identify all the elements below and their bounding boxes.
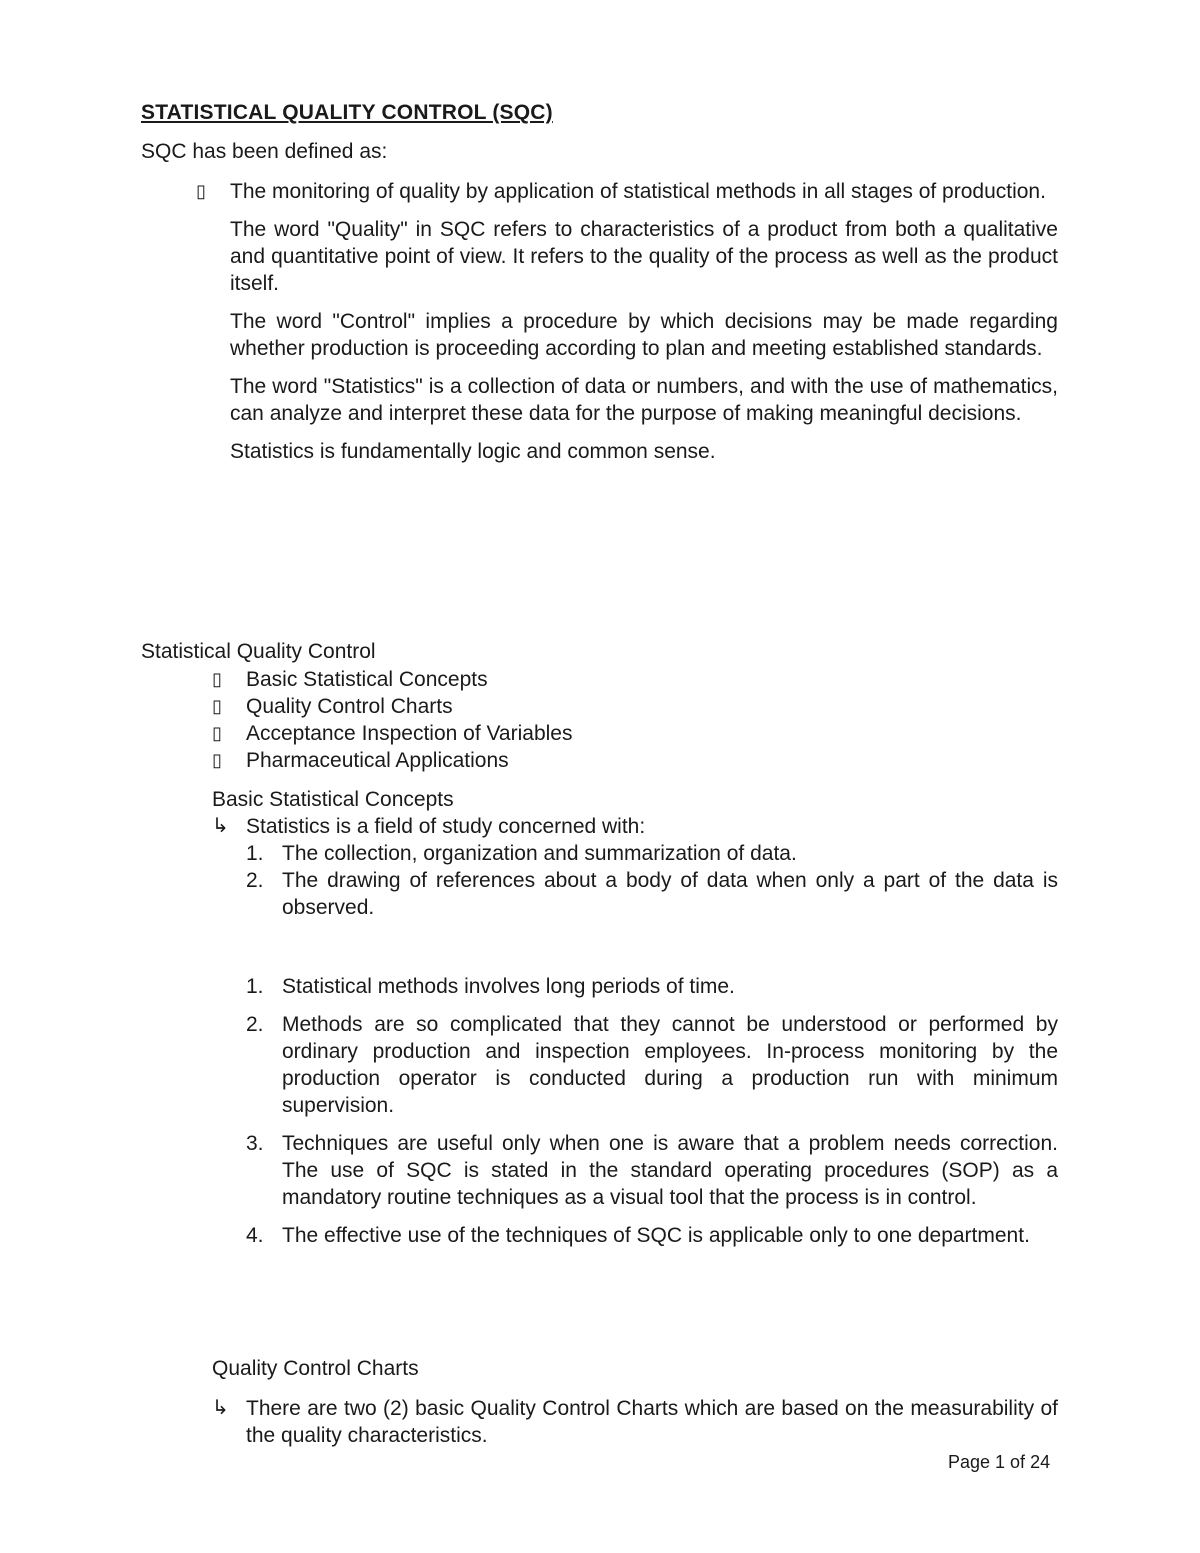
topic-item [212,666,712,693]
numbered-item [246,1011,1058,1119]
numbered-list [246,840,1058,921]
definition-text: The monitoring of quality by application of statistical methods in all stages of production. [230,180,1046,203]
item-text: The drawing of references about a body of data when only a part of the data is observed. [282,869,1058,919]
section-heading: Statistical Quality Control [141,640,376,663]
definition-text: The word "Control" implies a procedure by which decisions may be made regarding whether production is proceeding according to plan and meeting established standards. [230,310,1058,360]
item-text: The collection, organization and summarization of data. [282,842,797,865]
topic-text: Quality Control Charts [246,695,453,718]
numbered-item [246,1130,1058,1211]
definition-text: The word "Quality" in SQC refers to characteristics of a product from both a qualitative and quantitative point of view. It refers to the quality of the process as well as the product itself. [230,218,1058,295]
definition-item [196,308,1058,362]
item-text: Statistical methods involves long periods of time. [282,975,735,998]
topic-text: Acceptance Inspection of Variables [246,722,573,745]
topic-text: Basic Statistical Concepts [246,668,488,691]
bullet-icon: ▯ [196,181,206,201]
bullet-icon: ▯ [212,669,222,689]
definition-item [196,438,1058,465]
item-number: 1. [246,842,264,865]
numbered-item [246,973,1058,1000]
item-number: 1. [246,975,264,998]
numbered-item [246,840,1058,867]
topic-item [212,720,712,747]
bullet-icon: ▯ [212,696,222,716]
item-text: The effective use of the techniques of SQC is applicable only to one department. [282,1224,1030,1247]
item-number: 3. [246,1132,264,1155]
numbered-item [246,1222,1058,1249]
page-number: Page 1 of 24 [948,1452,1051,1472]
topic-item [212,693,712,720]
arrow-icon: ↳ [212,1397,229,1419]
arrow-text: Statistics is a field of study concerned with: [246,815,646,838]
item-text: Techniques are useful only when one is aware that a problem needs correction. The use of SQC is stated in the standard operating procedures (SOP) as a mandatory routine techniques as a visual tool that the process is in control. [282,1132,1058,1209]
definition-text: The word "Statistics" is a collection of data or numbers, and with the use of mathematics, can analyze and interpret these data for the purpose of making meaningful decisions. [230,375,1058,425]
arrow-item [212,1395,1058,1449]
document-title: STATISTICAL QUALITY CONTROL (SQC) [141,101,553,124]
intro-text: SQC has been defined as: [141,140,388,163]
item-number: 4. [246,1224,264,1247]
bullet-icon: ▯ [212,723,222,743]
subsection-heading: Basic Statistical Concepts [212,788,454,811]
arrow-item [212,813,1058,840]
definition-item [196,178,1058,205]
definition-list [196,178,1058,476]
bullet-icon: ▯ [212,750,222,770]
topic-text: Pharmaceutical Applications [246,749,509,772]
subsection-heading: Quality Control Charts [212,1357,419,1380]
arrow-text: There are two (2) basic Quality Control Charts which are based on the measurability of the quality characteristics. [246,1397,1058,1447]
topic-list [212,666,712,774]
item-number: 2. [246,1013,264,1036]
topic-item [212,747,712,774]
item-number: 2. [246,869,264,892]
misconception-list [246,973,1058,1249]
definition-item [196,373,1058,427]
definition-text: Statistics is fundamentally logic and common sense. [230,440,716,463]
definition-item [196,216,1058,297]
numbered-item [246,867,1058,921]
arrow-icon: ↳ [212,815,229,837]
item-text: Methods are so complicated that they cannot be understood or performed by ordinary production and inspection employees. In-process monitoring by the production operator is conducted during a production run with minimum supervision. [282,1013,1058,1117]
